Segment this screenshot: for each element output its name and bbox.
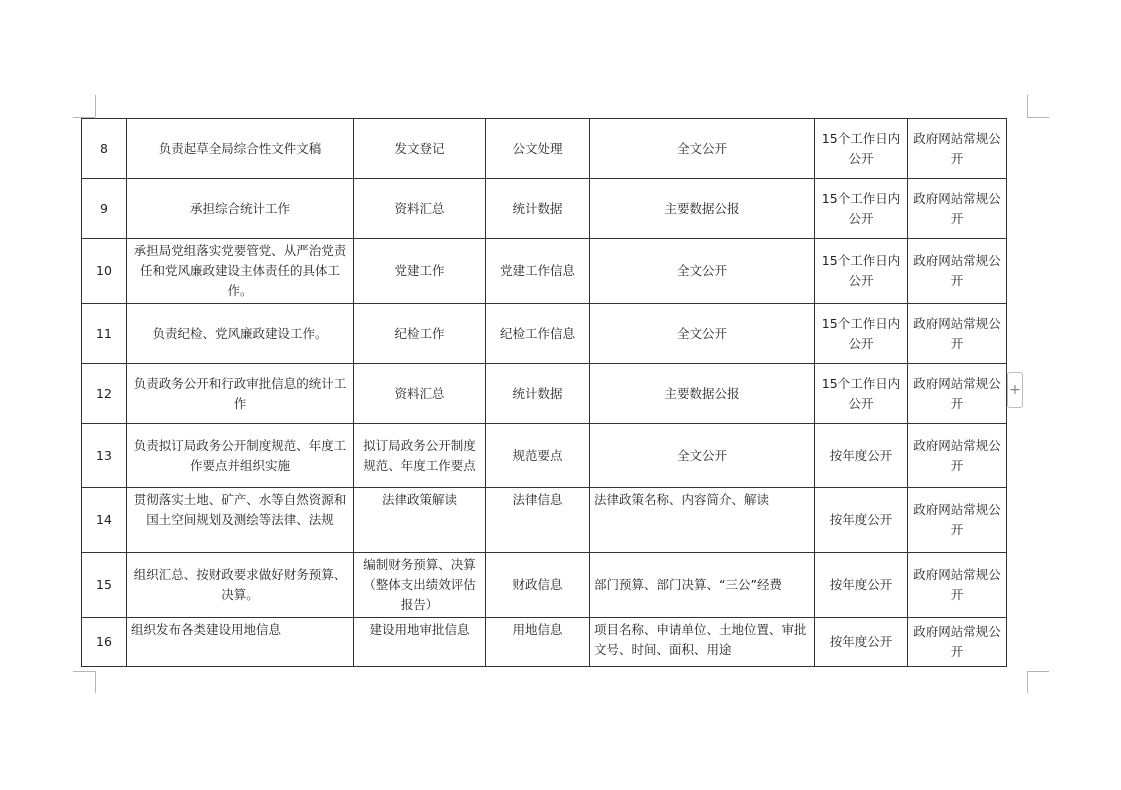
category-cell: 法律信息 (486, 488, 590, 553)
duty-cell: 负责起草全局综合性文件文稿 (127, 119, 354, 179)
item-cell: 法律政策解读 (354, 488, 486, 553)
item-cell: 编制财务预算、决算（整体支出绩效评估报告） (354, 553, 486, 618)
row-number: 13 (82, 424, 127, 488)
time-cell: 15个工作日内公开 (815, 119, 908, 179)
row-number: 10 (82, 239, 127, 304)
table-row (82, 553, 1007, 618)
duty-cell: 贯彻落实土地、矿产、水等自然资源和国土空间规划及测绘等法律、法规 (127, 488, 354, 553)
category-cell: 纪检工作信息 (486, 304, 590, 364)
time-cell: 15个工作日内公开 (815, 239, 908, 304)
category-cell: 规范要点 (486, 424, 590, 488)
row-number: 11 (82, 304, 127, 364)
duty-cell: 承担综合统计工作 (127, 179, 354, 239)
table-row (82, 488, 1007, 553)
item-cell: 拟订局政务公开制度规范、年度工作要点 (354, 424, 486, 488)
category-cell: 统计数据 (486, 179, 590, 239)
table-row (82, 179, 1007, 239)
channel-cell: 政府网站常规公开 (908, 553, 1007, 618)
category-cell: 公文处理 (486, 119, 590, 179)
table-row (82, 364, 1007, 424)
channel-cell: 政府网站常规公开 (908, 424, 1007, 488)
crop-mark-top-right-h (1027, 117, 1049, 118)
duty-cell: 负责纪检、党风廉政建设工作。 (127, 304, 354, 364)
category-cell: 财政信息 (486, 553, 590, 618)
table-row (82, 119, 1007, 179)
crop-mark-bottom-right-v (1027, 671, 1028, 693)
channel-cell: 政府网站常规公开 (908, 304, 1007, 364)
time-cell: 按年度公开 (815, 618, 908, 667)
item-cell: 资料汇总 (354, 179, 486, 239)
crop-mark-bottom-right-h (1027, 671, 1049, 672)
duty-cell: 承担局党组落实党要管党、从严治党责任和党风廉政建设主体责任的具体工作。 (127, 239, 354, 304)
channel-cell: 政府网站常规公开 (908, 488, 1007, 553)
table-row (82, 304, 1007, 364)
row-number: 9 (82, 179, 127, 239)
time-cell: 15个工作日内公开 (815, 364, 908, 424)
item-cell: 建设用地审批信息 (354, 618, 486, 667)
content-cell: 全文公开 (590, 119, 815, 179)
content-cell: 法律政策名称、内容简介、解读 (590, 488, 815, 553)
time-cell: 按年度公开 (815, 424, 908, 488)
content-cell: 项目名称、申请单位、土地位置、审批文号、时间、面积、用途 (590, 618, 815, 667)
duty-cell: 负责政务公开和行政审批信息的统计工作 (127, 364, 354, 424)
duty-cell: 组织发布各类建设用地信息 (127, 618, 354, 667)
table-row (82, 424, 1007, 488)
row-number: 8 (82, 119, 127, 179)
channel-cell: 政府网站常规公开 (908, 364, 1007, 424)
content-cell: 主要数据公报 (590, 364, 815, 424)
row-number: 15 (82, 553, 127, 618)
time-cell: 15个工作日内公开 (815, 304, 908, 364)
row-number: 14 (82, 488, 127, 553)
time-cell: 15个工作日内公开 (815, 179, 908, 239)
time-cell: 按年度公开 (815, 488, 908, 553)
item-cell: 发文登记 (354, 119, 486, 179)
crop-mark-top-right-v (1027, 95, 1028, 117)
category-cell: 用地信息 (486, 618, 590, 667)
row-number: 12 (82, 364, 127, 424)
channel-cell: 政府网站常规公开 (908, 119, 1007, 179)
add-page-button[interactable]: + (1007, 372, 1023, 408)
content-cell: 全文公开 (590, 239, 815, 304)
item-cell: 纪检工作 (354, 304, 486, 364)
category-cell: 统计数据 (486, 364, 590, 424)
content-cell: 主要数据公报 (590, 179, 815, 239)
row-number: 16 (82, 618, 127, 667)
channel-cell: 政府网站常规公开 (908, 179, 1007, 239)
duty-cell: 负责拟订局政务公开制度规范、年度工作要点并组织实施 (127, 424, 354, 488)
crop-mark-bottom-left-v (95, 671, 96, 693)
content-cell: 部门预算、部门决算、“三公”经费 (590, 553, 815, 618)
crop-mark-bottom-left-h (73, 671, 95, 672)
item-cell: 党建工作 (354, 239, 486, 304)
item-cell: 资料汇总 (354, 364, 486, 424)
time-cell: 按年度公开 (815, 553, 908, 618)
duty-cell: 组织汇总、按财政要求做好财务预算、决算。 (127, 553, 354, 618)
crop-mark-top-left-v (95, 95, 96, 117)
channel-cell: 政府网站常规公开 (908, 239, 1007, 304)
content-cell: 全文公开 (590, 304, 815, 364)
table-row (82, 239, 1007, 304)
channel-cell: 政府网站常规公开 (908, 618, 1007, 667)
content-cell: 全文公开 (590, 424, 815, 488)
table-row (82, 618, 1007, 667)
category-cell: 党建工作信息 (486, 239, 590, 304)
disclosure-table (81, 118, 1007, 667)
